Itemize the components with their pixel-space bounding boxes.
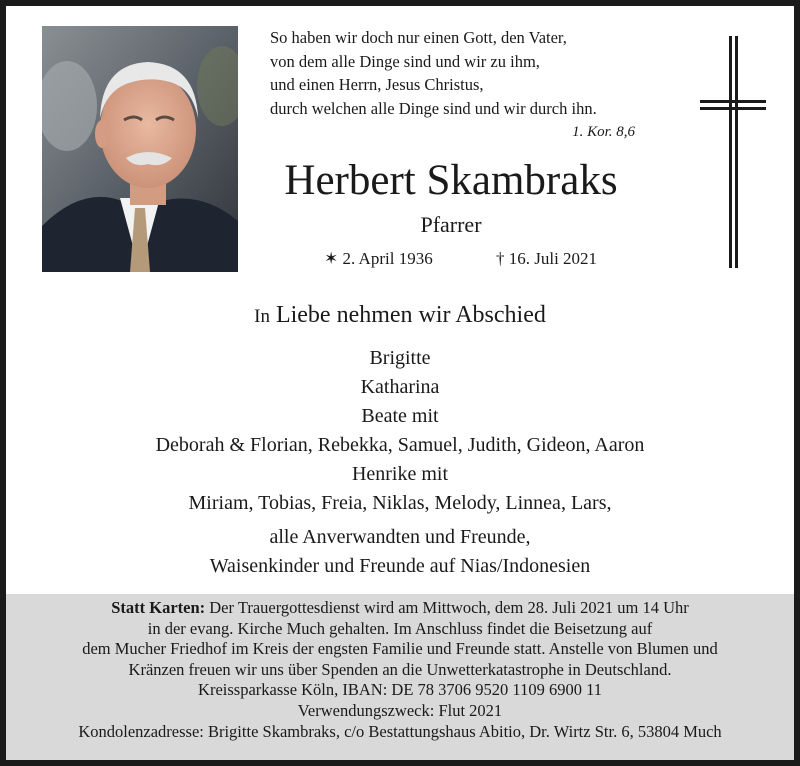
notice-line: Kreissparkasse Köln, IBAN: DE 78 3706 9520 1109 6900 11 — [198, 680, 602, 700]
farewell-heading — [6, 300, 794, 332]
portrait-image — [42, 26, 238, 272]
verse-reference: 1. Kor. 8,6 — [572, 124, 635, 140]
notice-line: Verwendungszweck: Flut 2021 — [297, 700, 503, 720]
birth-star-icon: ✶ — [324, 249, 339, 268]
deceased-name: Herbert Skambraks — [284, 157, 618, 204]
mourner-line: Brigitte — [369, 347, 431, 369]
notice-lead: Statt Karten: — [111, 598, 206, 617]
birth-date — [324, 248, 433, 270]
mourner-line: Miriam, Tobias, Freia, Niklas, Melody, Linnea, Lars, — [188, 492, 612, 514]
mourner-line: alle Anverwandten und Freunde, — [269, 526, 531, 548]
verse-line: von dem alle Dinge sind und wir zu ihm, — [270, 51, 540, 71]
notice-line: in der evang. Kirche Much gehalten. Im Anschluss findet die Beisetzung auf — [147, 618, 653, 638]
verse-line: und einen Herrn, Jesus Christus, — [270, 75, 484, 94]
verse-line: durch welchen alle Dinge sind und wir durch ihn. — [270, 98, 597, 118]
mourner-line: Henrike mit — [351, 463, 449, 485]
death-cross-icon: † — [496, 249, 505, 268]
mourner-line: Katharina — [360, 376, 440, 398]
farewell-text: Liebe nehmen wir Abschied — [269, 302, 546, 328]
mourner-line: Waisenkinder und Freunde auf Nias/Indonesien — [209, 555, 591, 577]
death-date-text: 16. Juli 2021 — [508, 249, 598, 268]
notice-line — [6, 598, 794, 619]
notice-line: Kondolenzadresse: Brigitte Skambraks, c/o Bestattungshaus Abitio, Dr. Wirtz Str. 6, 53804 Much — [78, 721, 722, 741]
mourner-line: Deborah & Florian, Rebekka, Samuel, Judith, Gideon, Aaron — [155, 434, 645, 456]
birth-date-text: 2. April 1936 — [342, 249, 433, 268]
death-date — [496, 248, 597, 270]
farewell-initial: In — [254, 306, 270, 327]
notice-line: dem Mucher Friedhof im Kreis der engsten Familie und Freunde statt. Anstelle von Blumen und — [82, 639, 718, 659]
bible-verse — [270, 26, 690, 120]
notice-line: Kränzen freuen wir uns über Spenden an die Unwetterkatastrophe in Deutschland. — [128, 659, 672, 679]
funeral-notice — [6, 594, 794, 760]
cross-icon — [700, 36, 766, 268]
mourners-list — [6, 344, 794, 581]
deceased-title: Pfarrer — [420, 212, 482, 237]
notice-line-text: Der Trauergottesdienst wird am Mittwoch, dem 28. Juli 2021 um 14 Uhr — [205, 598, 689, 617]
obituary-card — [6, 6, 794, 760]
mourner-line: Beate mit — [361, 405, 439, 427]
portrait-photo — [42, 26, 238, 272]
verse-line: So haben wir doch nur einen Gott, den Vater, — [270, 28, 567, 47]
